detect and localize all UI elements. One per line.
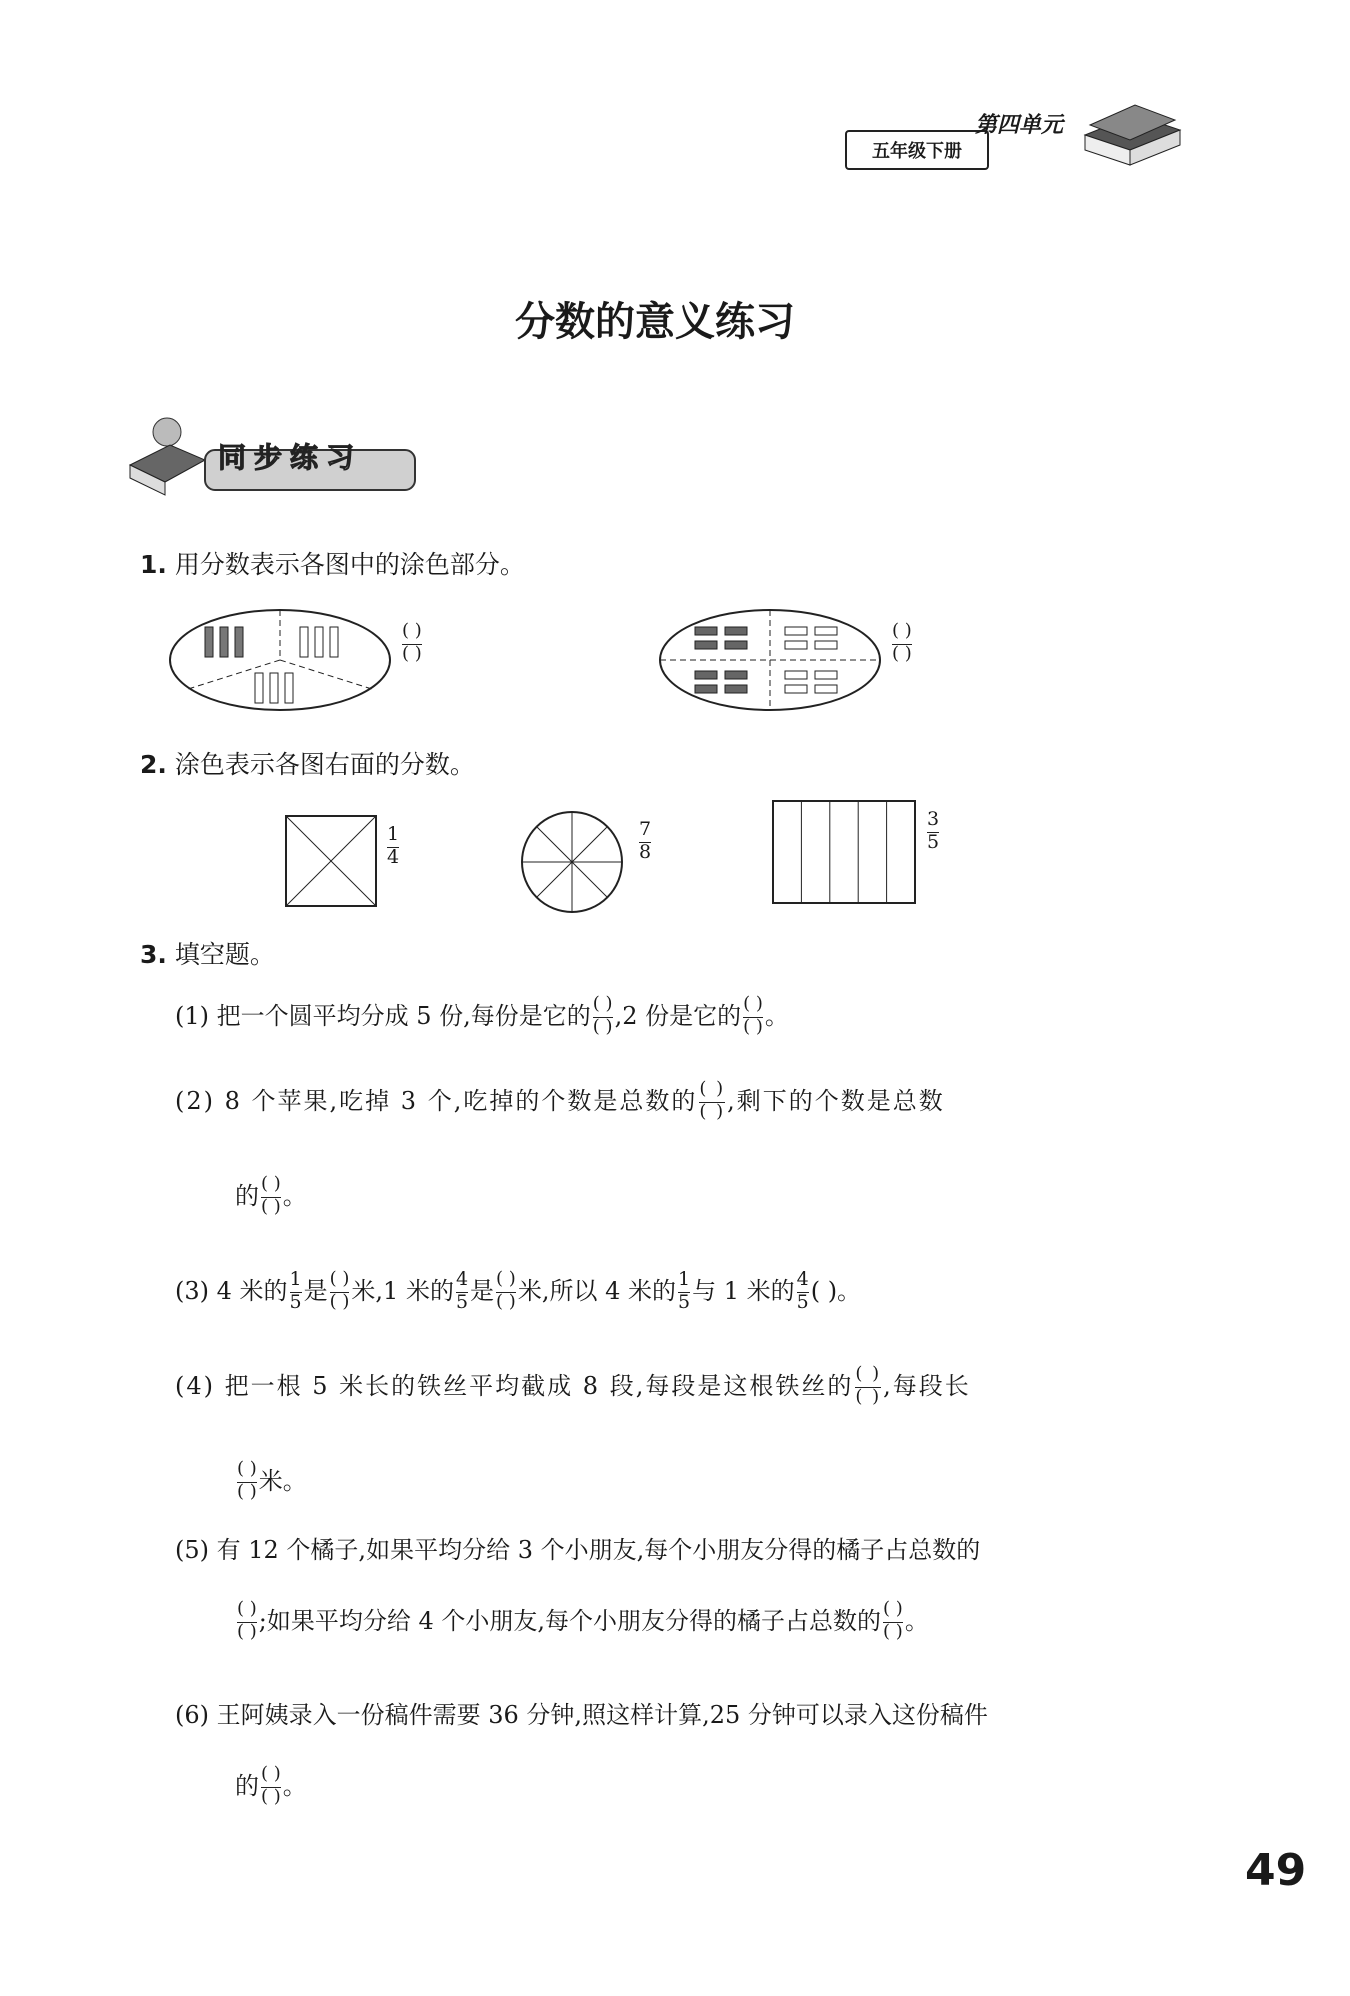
q1-oval-2: [655, 605, 885, 715]
q3-item-6: (6) 王阿姨录入一份稿件需要 36 分钟,照这样计算,25 分钟可以录入这份稿件: [175, 1701, 988, 1729]
question-3: 3. 填空题。: [140, 940, 275, 969]
question-1: 1. 用分数表示各图中的涂色部分。: [140, 550, 525, 579]
q1-answer-1[interactable]: $\frac{( )}{( )}$: [402, 620, 422, 664]
q2-square[interactable]: [285, 815, 377, 907]
q3-item-2-cont: 的 $\frac{( )}{( )}$ 。: [235, 1173, 307, 1217]
q1-oval-1: [165, 605, 395, 715]
q3-item-2: (2) 8 个苹果,吃掉 3 个,吃掉的个数是总数的 $\frac{( )}{( )}$ ,剩下的个数是总数: [175, 1078, 945, 1122]
grade-label: 五年级下册: [845, 130, 989, 170]
section-label: 同步练习: [218, 441, 363, 474]
q3-item-6-cont: 的 $\frac{( )}{( )}$ 。: [235, 1763, 307, 1807]
question-2: 2. 涂色表示各图右面的分数。: [140, 750, 475, 779]
q3-item-3: (3) 4 米的 $\frac{1}{5}$ 是 $\frac{( )}{( )}$ 米,1 米的 $\frac{4}{5}$ 是 $\frac{( )}{( )}$ 米,所以 4 米的 $\frac{1}{5}$ 与 1 米的 $\frac{4}{5}$ ( )。: [175, 1268, 862, 1313]
unit-label: 第四单元: [975, 113, 1064, 138]
q3-item-4: (4) 把一根 5 米长的铁丝平均截成 8 段,每段是这根铁丝的 $\frac{( )}{( )}$ ,每段长: [175, 1363, 971, 1407]
page-number: 49: [1245, 1845, 1307, 1896]
q3-item-5-cont: $\frac{( )}{( )}$ ;如果平均分给 4 个小朋友,每个小朋友分得的橘子占总数的 $\frac{( )}{( )}$ 。: [237, 1598, 929, 1642]
q2-fraction-2: $\frac{7}{8}$: [639, 818, 652, 863]
q2-fraction-1: $\frac{1}{4}$: [387, 823, 400, 868]
q1-answer-2[interactable]: $\frac{( )}{( )}$: [892, 620, 912, 664]
q3-item-4-cont: $\frac{( )}{( )}$ 米。: [237, 1458, 307, 1502]
q2-fraction-3: $\frac{3}{5}$: [927, 808, 940, 853]
q3-item-5: (5) 有 12 个橘子,如果平均分给 3 个小朋友,每个小朋友分得的橘子占总数的: [175, 1536, 981, 1564]
page-title: 分数的意义练习: [515, 298, 795, 345]
books-icon: [1075, 95, 1185, 175]
q2-rectangle[interactable]: [772, 800, 916, 904]
q2-circle[interactable]: [520, 810, 624, 914]
q3-item-1: (1) 把一个圆平均分成 5 份,每份是它的 $\frac{( )}{( )}$ ,2 份是它的 $\frac{( )}{( )}$ 。: [175, 993, 789, 1037]
